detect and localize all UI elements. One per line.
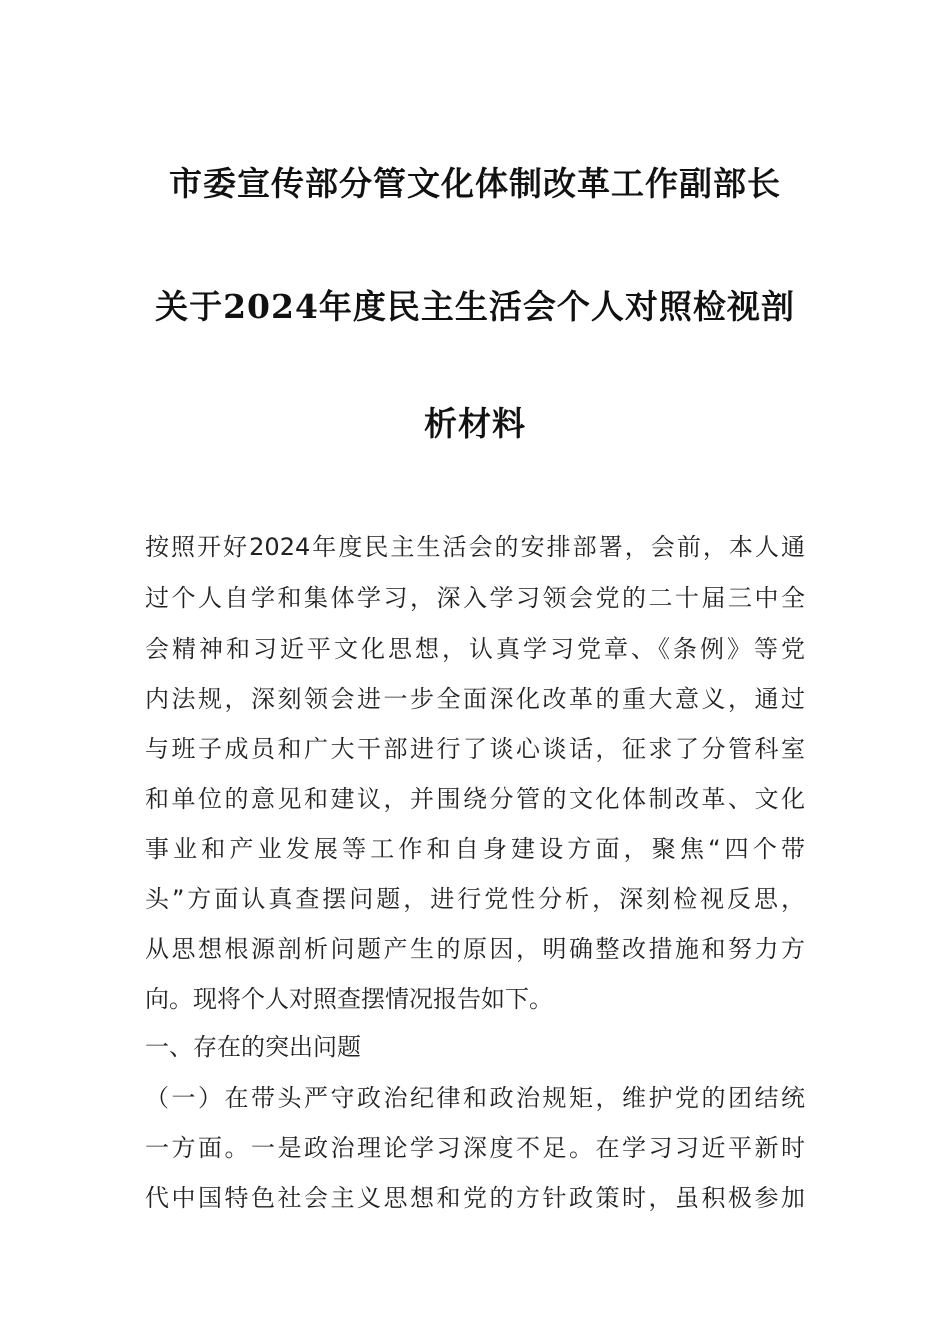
body-line: 从思想根源剖析问题产生的原因，明确整改措施和努力方 [145,935,805,963]
body-line-paragraph-end: 向。现将个人对照查摆情况报告如下。 [145,985,553,1013]
body-line: 过个人自学和集体学习，深入学习领会党的二十届三中全 [145,584,805,612]
body-line: 代中国特色社会主义思想和党的方针政策时，虽积极参加 [145,1184,805,1212]
body-line: 与班子成员和广大干部进行了谈心谈话，征求了分管科室 [145,735,805,763]
body-line: 事业和产业发展等工作和自身建设方面，聚焦“四个带 [145,835,805,863]
body-line: 按照开好2024年度民主生活会的安排部署，会前，本人通 [145,533,805,561]
document-title-line-3: 析材料 [424,404,526,443]
body-line: 头”方面认真查摆问题，进行党性分析，深刻检视反思， [145,885,805,913]
body-line: （一）在带头严守政治纪律和政治规矩，维护党的团结统 [145,1084,805,1112]
body-line: 一方面。一是政治理论学习深度不足。在学习习近平新时 [145,1134,805,1162]
body-line: 内法规，深刻领会进一步全面深化改革的重大意义，通过 [145,685,805,713]
document-title-line-1: 市委宣传部分管文化体制改革工作副部长 [169,164,781,203]
document-title-line-2: 关于2024年度民主生活会个人对照检视剖 [155,287,795,326]
section-heading: 一、存在的突出问题 [145,1033,361,1061]
body-line: 和单位的意见和建议，并围绕分管的文化体制改革、文化 [145,785,805,813]
body-line: 会精神和习近平文化思想，认真学习党章、《条例》等党 [145,635,805,663]
